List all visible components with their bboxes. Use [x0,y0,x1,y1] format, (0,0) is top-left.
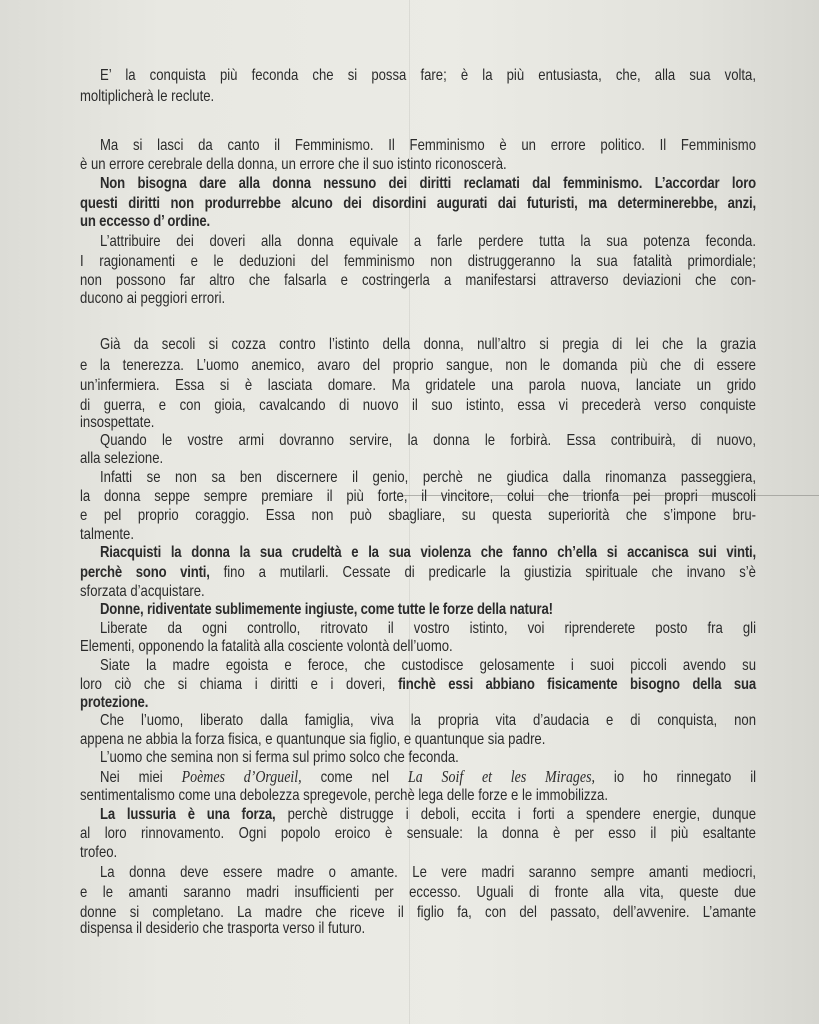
text-run: e le amanti saranno madri insufficienti per eccesso. Uguali di fronte alla vita, queste due [80,884,756,901]
text-run: è un errore cerebrale della donna, un errore che il suo istinto riconoscerà. [80,156,507,173]
bold-text: finchè essi abbiano fisicamente bisogno della sua [398,676,756,693]
text-line [80,488,756,506]
text-line [80,377,756,395]
text-run: Nei miei [100,769,182,786]
text-line [80,844,756,862]
text-line [80,88,756,106]
text-line [100,601,756,619]
text-run: al loro rinnovamento. Ogni popolo eroico è sensuale: la donna è per esso il più esaltante [80,825,756,842]
text-run: loro ciò che si chiama i diritti e i doveri, [80,676,399,693]
text-run: Che l’uomo, liberato dalla famiglia, viva la propria vita d’audacia e di conquista, non [100,712,756,729]
text-run: L’attribuire dei doveri alla donna equivale a farle perdere tutta la sua potenza feconda. [100,233,756,250]
text-run: I ragionamenti e le deduzioni del femminismo non distruggeranno la sua fatalità primordiale; [80,253,756,270]
text-run: ducono ai peggiori errori. [80,290,226,307]
text-line [80,731,756,749]
text-line [100,768,756,786]
text-run: perchè distrugge i deboli, eccita i forti a spendere energie, dunque [275,806,757,823]
text-line [100,432,756,450]
text-line [80,272,756,290]
text-run: trofeo. [80,844,118,861]
text-line [80,638,756,656]
bold-text: un eccesso d’ ordine. [80,213,210,230]
text-run: talmente. [80,526,134,543]
text-run: Elementi, opponendo la fatalità alla cosciente volontà dell’uomo. [80,638,453,655]
text-run: la donna seppe sempre premiare il più forte, il vincitore, colui che trionfa pei propri muscoli [80,488,756,505]
text-line [80,195,756,213]
text-run: e pel proprio coraggio. Essa non può sbagliare, su questa superiorità che s’impone bru- [80,507,756,524]
bold-text: Donne, ridiventate sublimemente ingiuste, come tutte le forze della natura! [100,601,553,618]
text-run: fino a mutilarli. Cessate di predicarle la giustizia spirituale che invano s’è [209,564,756,581]
text-run: come nel [301,769,409,786]
text-run: Siate la madre egoista e feroce, che custodisce gelosamente i suoi piccoli avendo su [100,657,756,674]
text-line [80,526,756,544]
text-run: e la tenerezza. L’uomo anemico, avaro del proprio sangue, non le domanda più che di essere [80,357,756,374]
text-run: L’uomo che semina non si ferma sul primo solco che feconda. [100,749,459,766]
text-line [80,920,756,938]
text-line [100,806,756,824]
text-line [80,564,756,582]
text-run: Quando le vostre armi dovranno servire, la donna le forbirà. Essa contribuirà, di nuovo, [100,432,756,449]
italic-title: La Soif et les Mirages, [408,767,595,786]
italic-title: Poèmes d’Orgueil, [181,767,302,786]
text-line [100,137,756,155]
text-line [100,233,756,251]
bold-text: perchè sono vinti, [80,564,210,581]
text-line [100,544,756,562]
text-run: io ho rinnegato il [594,769,757,786]
text-line [100,864,756,882]
text-run: Ma si lasci da canto il Femminismo. Il Femminismo è un errore politico. Il Femminismo [100,137,756,154]
text-run: Infatti se non sa ben discernere il genio, perchè ne giudica dalla rinomanza passeggiera, [100,469,756,486]
text-run: dispensa il desiderio che trasporta verso il futuro. [80,920,366,937]
text-run: alla selezione. [80,450,164,467]
text-line [80,357,756,375]
text-line [80,676,756,694]
text-run: appena ne abbia la forza fisica, e quantunque sia figlio, e quantunque sia padre. [80,731,546,748]
text-line [100,469,756,487]
text-line [80,397,756,415]
text-line [80,156,756,174]
text-run: sentimentalismo come una debolezza spregevole, perchè lega delle forze e le immobilizza. [80,787,609,804]
bold-text: protezione. [80,694,149,711]
text-run: di guerra, e con gioia, cavalcando di nuovo il suo istinto, essa vi precederà verso conquiste [80,397,756,414]
text-run: non possono far altro che falsarla e costringerla a manifestarsi attraverso deviazioni che con- [80,272,756,289]
text-line [80,450,756,468]
text-line [80,787,756,805]
text-line [100,336,756,354]
bold-text: Riacquisti la donna la sua crudeltà e la sua violenza che fanno ch’ella si accanisca sui vinti, [100,544,756,561]
text-line [80,884,756,902]
text-line [80,253,756,271]
text-line [100,749,756,767]
text-run: Liberate da ogni controllo, ritrovato il vostro istinto, voi riprenderete posto fra gli [100,620,756,637]
text-line [80,825,756,843]
bold-text: La lussuria è una forza, [100,806,276,823]
text-run: moltiplicherà le reclute. [80,88,215,105]
text-run: Già da secoli si cozza contro l’istinto della donna, null’altro si pregia di lei che la grazia [100,336,756,353]
text-line [100,67,756,85]
text-run: un’infermiera. Essa si è lasciata domare. Ma gridatele una parola nuova, lanciate un grido [80,377,756,394]
text-line [100,620,756,638]
text-line [80,694,756,712]
text-line [80,583,756,601]
text-run: donne si completano. La madre che riceve il figlio fa, con del passato, dell’avvenire. L’amante [80,904,756,921]
text-run: La donna deve essere madre o amante. Le vere madri saranno sempre amanti mediocri, [100,864,756,881]
text-line [100,175,756,193]
text-run: sforzata d’acquistare. [80,583,205,600]
text-line [80,414,756,432]
text-line [100,657,756,675]
text-line [80,213,756,231]
text-line [80,290,756,308]
text-line [100,712,756,730]
bold-text: Non bisogna dare alla donna nessuno dei diritti reclamati dal femminismo. L’accordar loro [100,175,756,192]
text-run: insospettate. [80,414,155,431]
bold-text: questi diritti non produrrebbe alcuno dei disordini augurati dai futuristi, ma determinerebbe, anzi, [80,195,756,212]
text-line [80,507,756,525]
text-run: E’ la conquista più feconda che si possa fare; è la più entusiasta, che, alla sua volta, [100,67,756,84]
